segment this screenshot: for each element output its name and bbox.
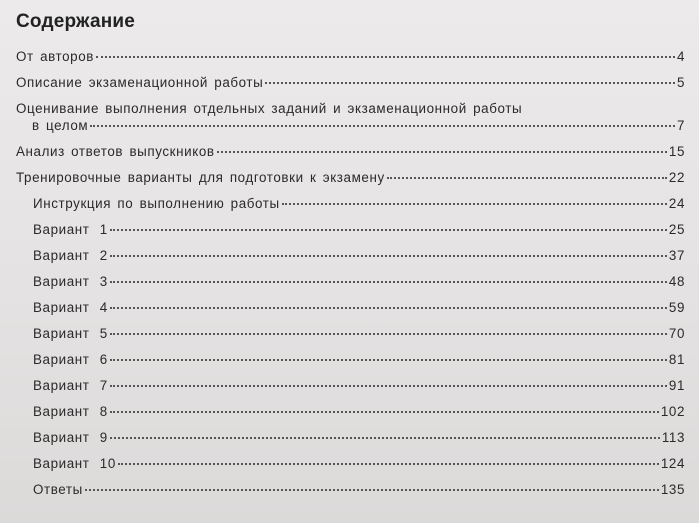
table-of-contents	[16, 48, 685, 498]
dot-leader	[110, 385, 667, 387]
dot-leader	[282, 203, 667, 205]
toc-subentry-label: Вариант 5	[33, 326, 108, 341]
toc-entry[interactable]	[16, 169, 685, 186]
dot-leader	[110, 411, 659, 413]
toc-subentry[interactable]	[16, 481, 685, 498]
toc-entry-label: Тренировочные варианты для подготовки к экзамену	[16, 170, 385, 185]
toc-subentry[interactable]	[16, 195, 685, 212]
toc-subentry-label: Вариант 4	[33, 300, 108, 315]
toc-subentry-label: Вариант 9	[33, 430, 108, 445]
toc-page-number: 25	[668, 222, 685, 237]
toc-subentry-label: Вариант 1	[33, 222, 108, 237]
toc-subentry-label: Вариант 7	[33, 378, 108, 393]
dot-leader	[110, 281, 667, 283]
toc-page-number: 7	[676, 118, 685, 133]
toc-subentry[interactable]	[16, 273, 685, 290]
toc-entry-label: Анализ ответов выпускников	[16, 144, 215, 159]
toc-subentry[interactable]	[16, 351, 685, 368]
toc-entry[interactable]	[16, 143, 685, 160]
dot-leader	[110, 359, 667, 361]
page-title: Содержание	[16, 11, 136, 32]
dot-leader	[387, 177, 667, 179]
toc-page-number: 22	[668, 170, 685, 185]
toc-page-number: 135	[660, 482, 685, 497]
toc-subentry[interactable]	[16, 299, 685, 316]
dot-leader	[110, 437, 660, 439]
toc-page-number: 15	[668, 144, 685, 159]
toc-page-number: 37	[668, 248, 685, 263]
toc-page-number: 113	[661, 430, 685, 445]
dot-leader	[110, 307, 667, 309]
toc-page-number: 59	[668, 300, 685, 315]
dot-leader	[217, 151, 667, 153]
toc-subentry-label: Вариант 2	[33, 248, 108, 263]
toc-subentry-label: Ответы	[33, 482, 83, 497]
dot-leader	[90, 125, 675, 127]
dot-leader	[85, 489, 659, 491]
toc-page-number: 81	[668, 352, 685, 367]
dot-leader	[96, 56, 675, 58]
toc-subentry-label: Вариант 3	[33, 274, 108, 289]
dot-leader	[265, 82, 675, 84]
dot-leader	[110, 229, 667, 231]
toc-page-number: 48	[668, 274, 685, 289]
toc-entry[interactable]	[16, 74, 685, 91]
toc-entry-label: Описание экзаменационной работы	[16, 75, 264, 90]
toc-subentry[interactable]	[16, 429, 685, 446]
toc-subentry[interactable]	[16, 455, 685, 472]
dot-leader	[110, 255, 667, 257]
toc-subentry[interactable]	[16, 377, 685, 394]
dot-leader	[110, 333, 667, 335]
toc-page-number: 70	[668, 326, 685, 341]
toc-entry[interactable]	[16, 48, 685, 65]
toc-subentry[interactable]	[16, 403, 685, 420]
toc-page-number: 24	[668, 196, 685, 211]
toc-subentry-label: Вариант 10	[33, 456, 116, 471]
toc-subentry-label: Инструкция по выполнению работы	[33, 196, 280, 211]
toc-page-number: 102	[660, 404, 685, 419]
toc-entry[interactable]	[16, 100, 685, 134]
toc-page-number: 4	[676, 49, 685, 64]
dot-leader	[118, 463, 659, 465]
toc-page-number: 91	[668, 378, 685, 393]
toc-page-number: 124	[660, 456, 685, 471]
toc-subentry[interactable]	[16, 247, 685, 264]
toc-subentry-label: Вариант 8	[33, 404, 108, 419]
toc-entry-label: От авторов	[16, 49, 94, 64]
toc-entry-label-line1: Оценивание выполнения отдельных заданий и экзаменационной работы	[16, 101, 523, 116]
toc-subentry-label: Вариант 6	[33, 352, 108, 367]
toc-subentry[interactable]	[16, 221, 685, 238]
toc-subentry[interactable]	[16, 325, 685, 342]
toc-page-number: 5	[676, 75, 685, 90]
toc-entry-label-line2: в целом	[32, 118, 89, 133]
